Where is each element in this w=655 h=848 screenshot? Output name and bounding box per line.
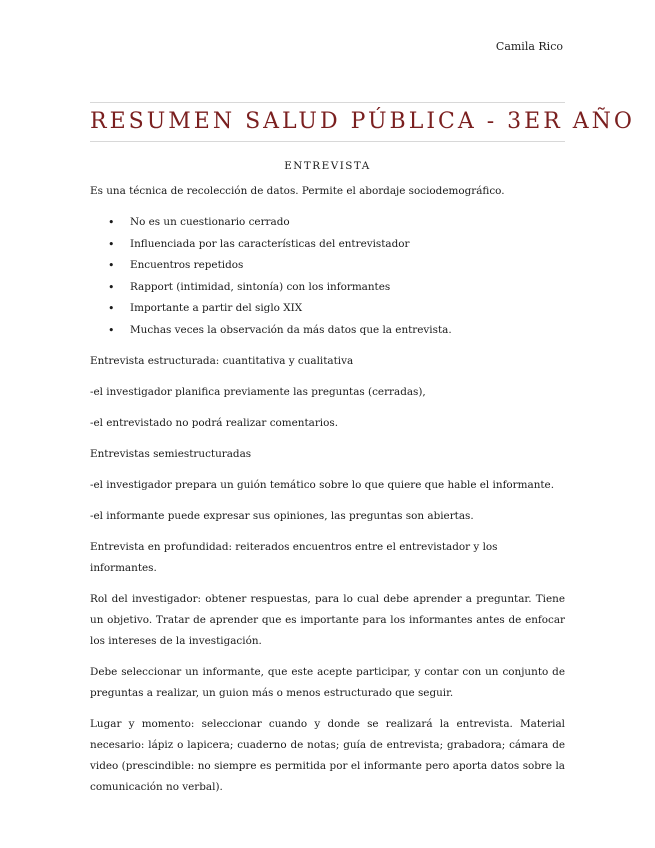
bullet-list <box>90 212 565 341</box>
bullet-icon: • <box>108 280 115 294</box>
bullet-icon: • <box>108 259 115 272</box>
paragraph-select-informant: Debe seleccionar un informante, que este acepte participar, y contar con un conjunto de preguntas a realizar, un guion más o menos estructurado que seguir. <box>90 666 565 699</box>
title-block <box>90 102 635 142</box>
bullet-icon: • <box>108 302 115 315</box>
paragraph-in-depth: Entrevista en profundidad: reiterados encuentros entre el entrevistador y los informantes. <box>90 541 498 574</box>
paragraph-place-and-time: Lugar y momento: seleccionar cuando y donde se realizará la entrevista. Material necesario: lápiz o lapicera; cuaderno de notas; guía de entrevista; grabadora; cámara de video (prescindible: no siempre es permitida por el informante pero aporta datos sobre la comunicación no verbal). <box>90 718 565 793</box>
paragraph-structured-interview: Entrevista estructurada: cuantitativa y cualitativa <box>90 355 354 367</box>
header-author: Camila Rico <box>495 40 563 53</box>
paragraph-structured-note-2: -el entrevistado no podrá realizar comentarios. <box>90 417 339 429</box>
list-item: • No es un cuestionario cerrado <box>130 212 565 234</box>
paragraph-researcher-role: Rol del investigador: obtener respuestas, para lo cual debe aprender a preguntar. Tiene un objetivo. Tratar de aprender que es importante para los informantes antes de enfocar los intereses de la investigación. <box>90 593 565 647</box>
paragraph-structured-note-1: -el investigador planifica previamente las preguntas (cerradas), <box>90 386 426 398</box>
list-item: • Encuentros repetidos <box>130 255 565 277</box>
bullet-icon: • <box>108 216 115 229</box>
paragraph-semistructured: Entrevistas semiestructuradas <box>90 448 252 460</box>
list-item: • Muchas veces la observación da más datos que la entrevista. <box>130 320 565 342</box>
bullet-icon: • <box>108 237 115 251</box>
document-title: RESUMEN SALUD PÚBLICA - 3ER AÑO <box>90 109 635 134</box>
document-body <box>90 156 565 808</box>
intro-paragraph: Es una técnica de recolección de datos. Permite el abordaje sociodemográfico. <box>90 185 505 197</box>
paragraph-semistructured-note-1: -el investigador prepara un guión temático sobre lo que quiere que hable el informante. <box>90 479 555 491</box>
list-item: • Influenciada por las características del entrevistador <box>130 234 565 256</box>
section-heading: ENTREVISTA <box>284 160 371 172</box>
paragraph-semistructured-note-2: -el informante puede expresar sus opiniones, las preguntas son abiertas. <box>90 510 474 522</box>
list-item: • Importante a partir del siglo XIX <box>130 298 565 320</box>
bullet-icon: • <box>108 323 115 337</box>
list-item: • Rapport (intimidad, sintonía) con los informantes <box>130 277 565 299</box>
